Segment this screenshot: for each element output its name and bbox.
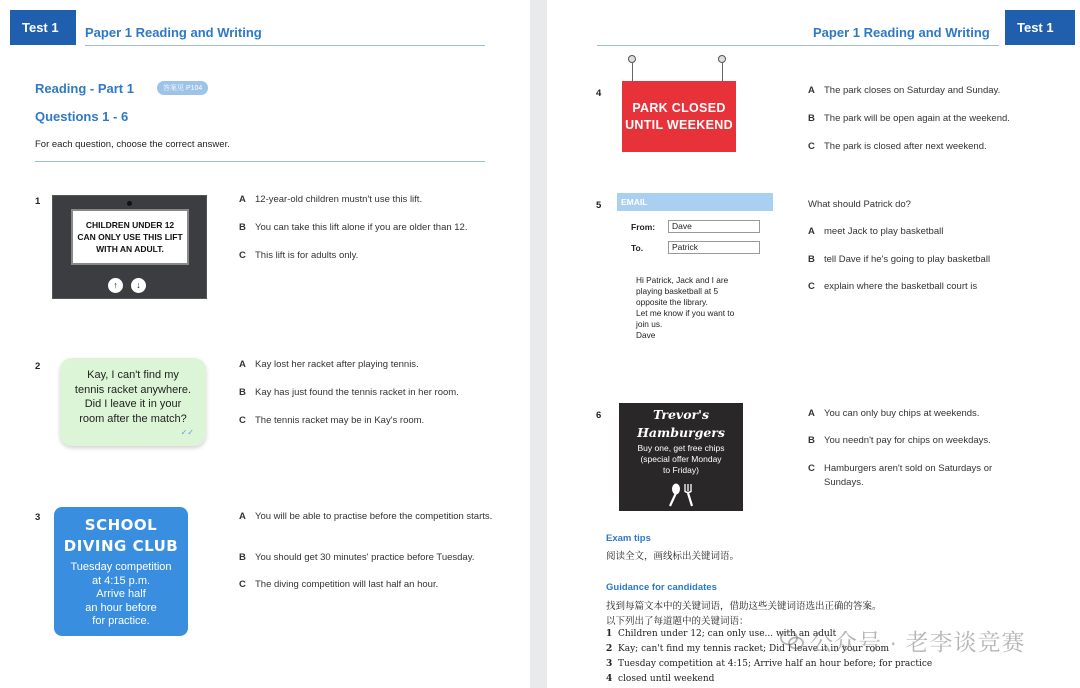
option-1b[interactable]: B You can take this lift alone if you are older than 12. bbox=[239, 222, 468, 233]
option-4b[interactable]: B The park will be open again at the weekend. bbox=[808, 113, 1010, 124]
email-body-line: opposite the library. bbox=[636, 297, 708, 307]
question-number-6: 6 bbox=[596, 410, 602, 421]
email-to-field: Patrick bbox=[668, 241, 760, 254]
poster-line: an hour before bbox=[85, 601, 157, 614]
email-window bbox=[617, 193, 773, 357]
option-3b[interactable]: B You should get 30 minutes' practice before Tuesday. bbox=[239, 552, 475, 563]
email-body bbox=[636, 275, 766, 341]
chat-line: room after the match? bbox=[79, 412, 187, 425]
exam-tips-title: Exam tips bbox=[606, 533, 651, 544]
questions-range: Questions 1 - 6 bbox=[35, 109, 129, 124]
guidance-title: Guidance for candidates bbox=[606, 582, 717, 593]
arrow-down-icon: ↓ bbox=[131, 278, 146, 293]
guidance-item: 4 closed until weekend bbox=[606, 674, 715, 684]
hook-icon bbox=[628, 55, 636, 63]
question-number-1: 1 bbox=[35, 196, 41, 207]
read-check-icon: ✓✓ bbox=[180, 427, 194, 437]
section-title: Reading - Part 1 bbox=[35, 81, 134, 96]
fork-spoon-icon bbox=[665, 483, 697, 507]
lift-sign: CHILDREN UNDER 12 CAN ONLY USE THIS LIFT WITH AN ADULT. bbox=[71, 209, 189, 265]
option-2c[interactable]: C The tennis racket may be in Kay's room. bbox=[239, 415, 425, 426]
email-body-line: Dave bbox=[636, 330, 656, 340]
option-4c[interactable]: C The park is closed after next weekend. bbox=[808, 141, 987, 152]
email-body-line: Let me know if you want to bbox=[636, 308, 735, 318]
lift-panel-image bbox=[52, 195, 207, 299]
email-from-field: Dave bbox=[668, 220, 760, 233]
option-2a[interactable]: A Kay lost her racket after playing tennis. bbox=[239, 359, 419, 370]
email-to-label: To. bbox=[631, 243, 644, 253]
option-2b[interactable]: B Kay has just found the tennis racket in her room. bbox=[239, 387, 459, 398]
poster-line: Arrive half bbox=[96, 588, 146, 600]
sign-string bbox=[632, 63, 633, 81]
poster-line: at 4:15 p.m. bbox=[91, 574, 151, 587]
card-name-line: Hamburgers bbox=[637, 425, 725, 440]
instruction-text: For each question, choose the correct answer. bbox=[35, 139, 230, 150]
card-line: to Friday) bbox=[663, 465, 699, 475]
guidance-item: 1 Children under 12; can only use... with an adult bbox=[606, 629, 837, 639]
chat-line: Did I leave it in your bbox=[84, 398, 182, 410]
question-5-prompt: What should Patrick do? bbox=[808, 199, 911, 210]
chat-line: Kay, I can't find my bbox=[87, 369, 179, 381]
question-number-3: 3 bbox=[35, 512, 41, 523]
email-body-line: join us. bbox=[636, 319, 663, 329]
guidance-line-1: 找到每篇文本中的关键词语，借助这些关键词语选出正确的答案。 bbox=[606, 601, 882, 612]
option-6a[interactable]: A You can only buy chips at weekends. bbox=[808, 408, 980, 419]
option-1a[interactable]: A 12-year-old children mustn't use this lift. bbox=[239, 194, 423, 205]
guidance-item: 3 Tuesday competition at 4:15; Arrive half an hour before; for practice bbox=[606, 659, 933, 669]
email-from-label: From: bbox=[631, 222, 656, 232]
sign-line: UNTIL WEEKEND bbox=[625, 117, 733, 132]
option-6c[interactable]: C Hamburgers aren't sold on Saturdays or Sundays. bbox=[808, 463, 993, 488]
option-5b[interactable]: B tell Dave if he's going to play basketball bbox=[808, 254, 991, 265]
card-line: (special offer Monday bbox=[640, 454, 722, 464]
question-number-2: 2 bbox=[35, 361, 41, 372]
chat-message-bubble bbox=[60, 358, 206, 446]
guidance-item: 2 Kay; can't find my tennis racket; Did I leave it in your room bbox=[606, 644, 890, 654]
option-5a[interactable]: A meet Jack to play basketball bbox=[808, 226, 944, 237]
header-rule-right bbox=[597, 45, 999, 46]
guidance-line-2: 以下列出了每道题中的关键词语： bbox=[606, 616, 749, 627]
diving-club-poster bbox=[54, 507, 188, 636]
option-5c[interactable]: C explain where the basketball court is bbox=[808, 281, 978, 292]
park-closed-sign bbox=[622, 81, 736, 152]
poster-title-line: SCHOOL bbox=[84, 516, 158, 534]
option-3c[interactable]: C The diving competition will last half an hour. bbox=[239, 579, 439, 590]
answer-badge: 答案见 P104 bbox=[157, 81, 208, 95]
sign-string bbox=[722, 63, 723, 81]
hook-icon bbox=[718, 55, 726, 63]
option-4a[interactable]: A The park closes on Saturday and Sunday. bbox=[808, 85, 1001, 96]
exam-tips-text: 阅读全文，画线标出关键词语。 bbox=[606, 551, 740, 562]
instruction-rule bbox=[35, 161, 485, 162]
poster-line: Tuesday competition bbox=[70, 561, 172, 573]
poster-title-line: DIVING CLUB bbox=[63, 537, 179, 555]
paper-title-right: Paper 1 Reading and Writing bbox=[813, 25, 990, 40]
header-rule-left bbox=[85, 45, 485, 46]
pin-icon bbox=[127, 201, 132, 206]
question-number-4: 4 bbox=[596, 88, 602, 99]
card-name-line: Trevor's bbox=[653, 407, 709, 422]
test-tab-right: Test 1 bbox=[1005, 10, 1075, 45]
watermark: 公众号 · 老李谈竞赛 bbox=[810, 629, 1026, 655]
option-3a[interactable]: A You will be able to practise before the competition starts. bbox=[239, 511, 493, 522]
sign-line: PARK CLOSED bbox=[632, 100, 726, 115]
card-line: Buy one, get free chips bbox=[637, 443, 725, 453]
question-number-5: 5 bbox=[596, 200, 602, 211]
email-header-bar: EMAIL bbox=[617, 193, 773, 211]
email-body-line: Hi Patrick, Jack and I are bbox=[636, 275, 729, 285]
trevors-hamburgers-card bbox=[619, 403, 743, 511]
paper-title-left: Paper 1 Reading and Writing bbox=[85, 25, 262, 40]
test-tab-left: Test 1 bbox=[10, 10, 76, 45]
arrow-up-icon: ↑ bbox=[108, 278, 123, 293]
chat-line: tennis racket anywhere. bbox=[74, 383, 192, 396]
option-6b[interactable]: B You needn't pay for chips on weekdays. bbox=[808, 435, 991, 446]
poster-line: for practice. bbox=[92, 615, 150, 627]
email-body-line: playing basketball at 5 bbox=[636, 286, 719, 296]
option-1c[interactable]: C This lift is for adults only. bbox=[239, 250, 359, 261]
